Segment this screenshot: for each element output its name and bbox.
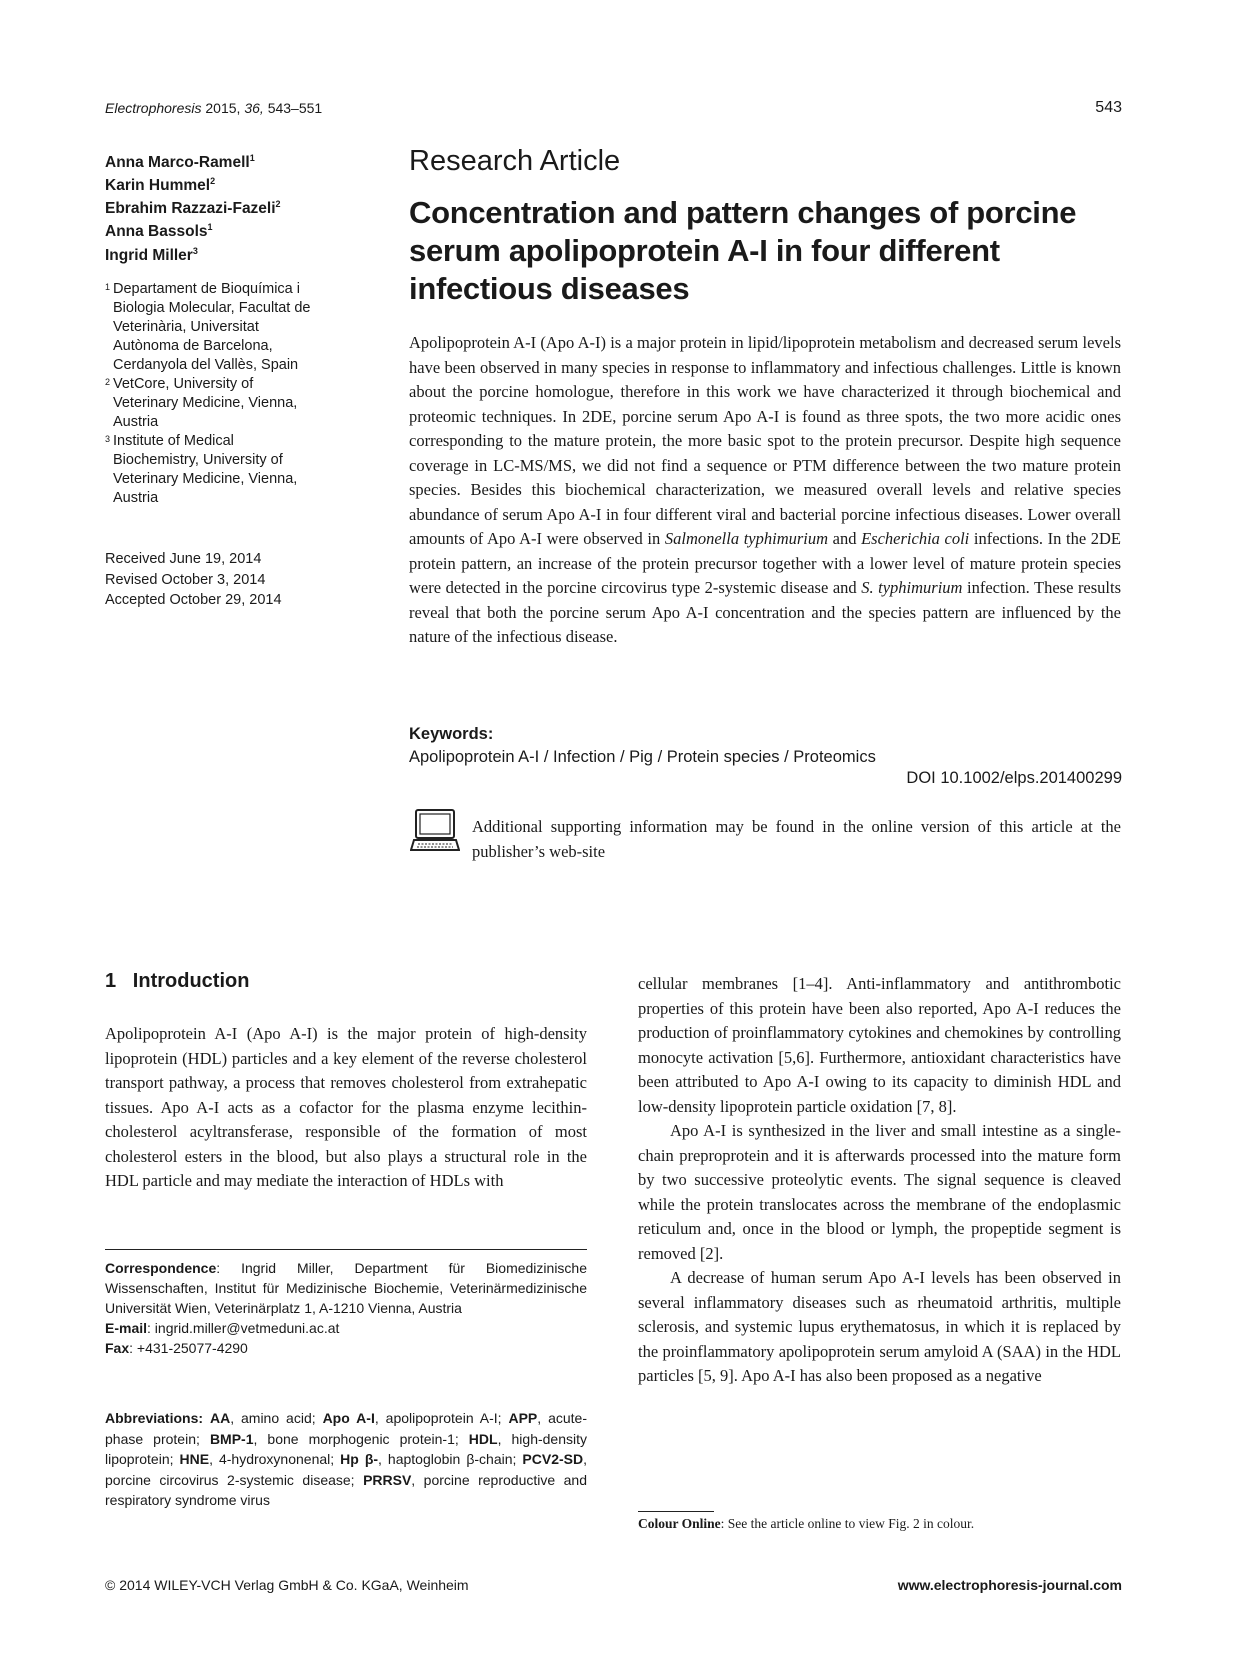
article-type: Research Article <box>409 145 621 177</box>
author: Ebrahim Razzazi-Fazeli$^2$ <box>105 199 281 218</box>
journal-pages: 543–551 <box>267 100 323 116</box>
colour-online-note: Colour Online: See the article online to view Fig. 2 in colour. <box>638 1516 975 1531</box>
section-heading: 1 Introduction <box>105 970 250 992</box>
author: Karin Hummel$^2$ <box>105 176 216 195</box>
author: Ingrid Miller$^3$ <box>105 245 198 264</box>
correspondence-note: Correspondence: Ingrid Miller, Department für Biomedizinische Wissenschaften, Institut für Medizinische Biochemie, Veterinärmedizinische Universität Wien, Veterinärplatz 1, A-1210 Vienna, Austria E-mail: ingrid.miller@vetmeduni.ac.at Fax: +431-25077-4290 <box>105 1260 587 1356</box>
affiliation: 3 Institute of Medical Biochemistry, University of Veterinary Medicine, Vienna, Austria <box>105 433 298 506</box>
journal-year: 2015, <box>205 100 241 116</box>
author-list <box>105 149 375 265</box>
footnote-divider <box>638 1511 714 1512</box>
email-link[interactable]: : ingrid.miller@vetmeduni.ac.at <box>147 1320 340 1336</box>
journal-reference <box>105 100 322 116</box>
supporting-info-note: Additional supporting information may be found in the online version of this article at the publisher’s web-site <box>472 817 1121 861</box>
affiliation: 2 VetCore, University of Veterinary Medicine, Vienna, Austria <box>105 376 298 430</box>
abstract: Apolipoprotein A-I (Apo A-I) is a major protein in lipid/lipoprotein metabolism and decreased serum levels have been observed in many species in response to inflammatory and infectious challenges. Little is known about the porcine homologue, therefore in this work we have characterized it through biochemical and proteomic techniques. In 2DE, porcine serum Apo A-I is found as three spots, the two more acidic ones corresponding to the mature protein, the more basic spot to the protein precursor. Despite high sequence coverage in LC-MS/MS, we did not find a sequence or PTM difference between the two mature protein species. Besides this biochemical characterization, we measured overall levels and relative species abundance of serum Apo A-I in four different viral and bacterial porcine infectious diseases. Lower overall amounts of Apo A-I were observed in Salmonella typhimurium and Escherichia coli infections. In the 2DE protein pattern, an increase of the protein precursor together with a lower level of mature protein species were detected in the porcine circovirus type 2-systemic disease and S. typhimurium infection. These results reveal that both the porcine serum Apo A-I concentration and the species pattern are influenced by the nature of the infectious disease. <box>409 333 1122 646</box>
doi[interactable]: DOI 10.1002/elps.201400299 <box>906 769 1122 787</box>
affiliation: 1 Departament de Bioquímica i Biologia Molecular, Facultat de Veterinària, Universitat Autònoma de Barcelona, Cerdanyola del Vallès, Spain <box>105 281 311 373</box>
footnote-divider <box>105 1249 587 1250</box>
paragraph: cellular membranes [1–4]. Anti-inflammatory and antithrombotic properties of this protein have been also reported, Apo A-I reduces the production of proinflammatory cytokines and chemokines by controlling monocyte activation [5,6]. Furthermore, antioxidant characteristics have been attributed to Apo A-I owing to its capacity to diminish HDL and low-density lipoprotein particle oxidation [7, 8]. <box>638 974 1121 1116</box>
abbreviations-note: Abbreviations: AA, amino acid; Apo A-I, apolipoprotein A-I; APP, acute-phase protein; BMP-1, bone morphogenic protein-1; HDL, high-density lipoprotein; HNE, 4-hydroxynonenal; Hp β-, haptoglobin β-chain; PCV2-SD, porcine circovirus 2-systemic disease; PRRSV, porcine reproductive and respiratory syndrome virus <box>105 1410 588 1508</box>
article-dates <box>105 549 282 611</box>
affiliation-list <box>105 280 367 508</box>
paragraph: A decrease of human serum Apo A-I levels has been observed in several inflammatory diseases such as rheumatoid arthritis, multiple sclerosis, and systemic lupus erythematosus, in which it is replaced by the proinflammatory apolipoprotein serum amyloid A (SAA) in the HDL particles [5, 9]. Apo A-I has also been proposed as a negative <box>638 1268 1121 1385</box>
paragraph: Apo A-I is synthesized in the liver and small intestine as a single-chain preproprotein and it is afterwards processed into the mature form by two successive proteolytic events. The signal sequence is cleaved while the protein translocates across the membrane of the endoplasmic reticulum and, once in the blood or lymph, the propeptide segment is removed [2]. <box>638 1121 1121 1263</box>
revised-date: Revised October 3, 2014 <box>105 571 266 588</box>
keywords-label: Keywords: <box>409 725 494 743</box>
body-column-left <box>105 1022 587 1194</box>
paragraph: Apolipoprotein A-I (Apo A-I) is the major protein of high-density lipoprotein (HDL) particles and a key element of the reverse cholesterol transport pathway, a process that removes cholesterol from extrahepatic tissues. Apo A-I acts as a cofactor for the plasma enzyme lecithin-cholesterol acyltransferase, responsible of the formation of most cholesterol esters in the blood, but also plays a structural role in the HDL particle and may mediate the interaction of HDLs with <box>105 1024 587 1190</box>
journal-volume: 36, <box>244 100 264 116</box>
page-number: 543 <box>1095 99 1122 116</box>
body-column-right <box>638 972 1121 1389</box>
keywords: Apolipoprotein A-I / Infection / Pig / Protein species / Proteomics <box>409 748 876 766</box>
author: Anna Bassols$^1$ <box>105 222 213 241</box>
author: Anna Marco-Ramell$^1$ <box>105 153 255 172</box>
accepted-date: Accepted October 29, 2014 <box>105 592 282 608</box>
article-title: Concentration and pattern changes of porcine serum apolipoprotein A-I in four different infectious diseases <box>409 195 1077 306</box>
computer-icon <box>410 808 460 854</box>
copyright: © 2014 WILEY-VCH Verlag GmbH & Co. KGaA, Weinheim <box>105 1577 469 1593</box>
received-date: Received June 19, 2014 <box>105 551 262 567</box>
journal-name: Electrophoresis <box>105 100 202 116</box>
journal-url-link[interactable]: www.electrophoresis-journal.com <box>897 1577 1122 1593</box>
